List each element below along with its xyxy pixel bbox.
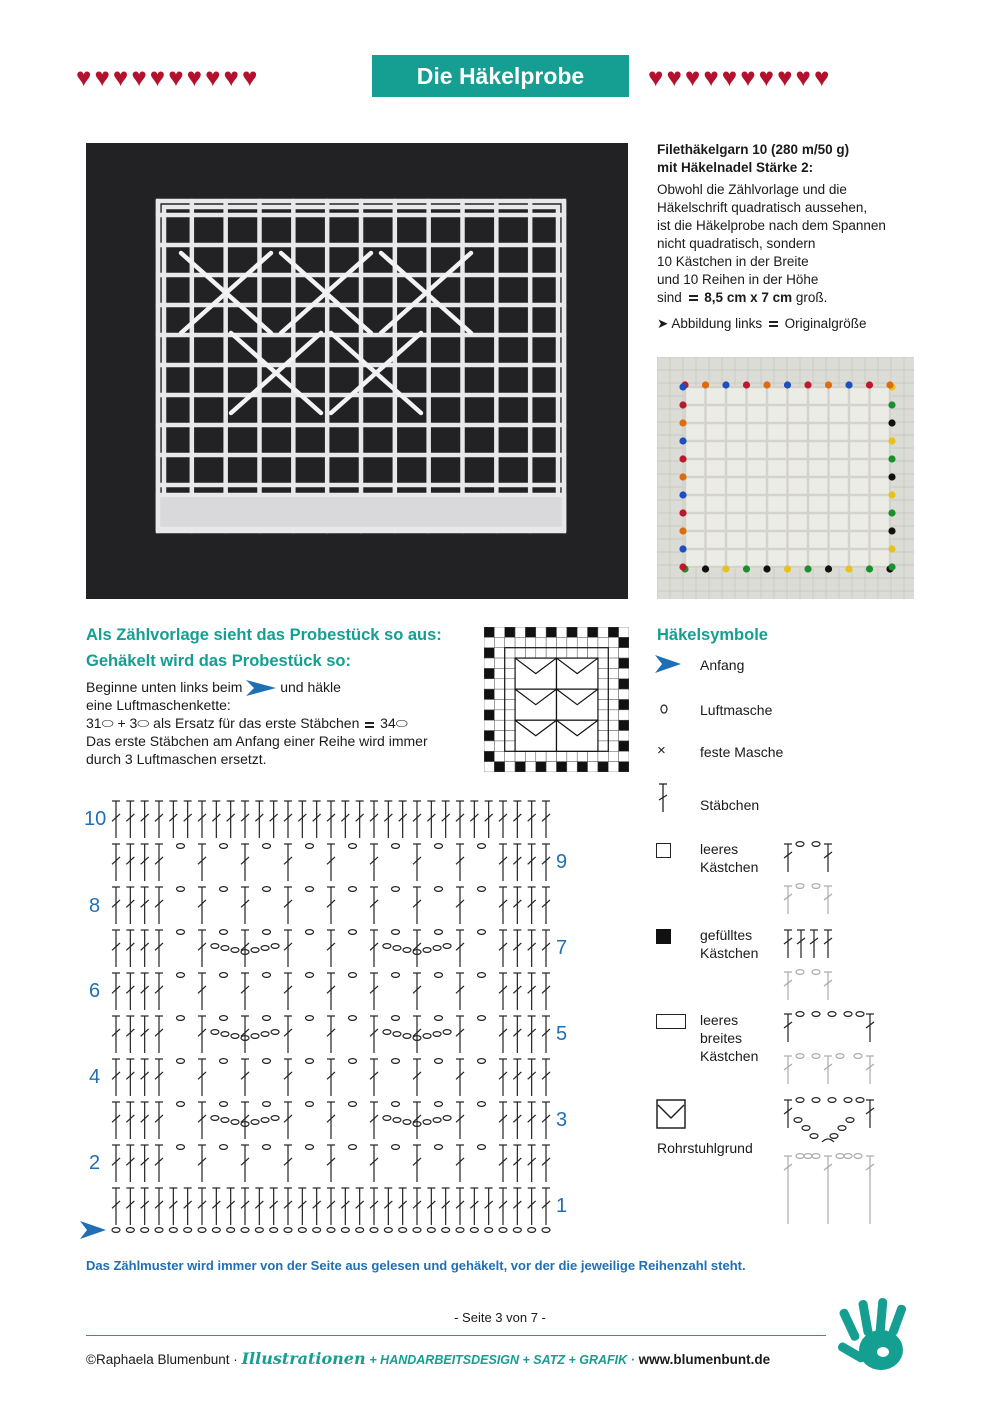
instr-line2: eine Luftmaschenkette: — [86, 697, 231, 714]
symbols-heading: Häkelsymbole — [657, 626, 768, 644]
heading-crochet-how: Gehäkelt wird das Probestück so: — [86, 652, 351, 670]
hearts-right: ♥♥♥♥♥♥♥♥♥♥ — [648, 62, 833, 92]
photo-caption — [657, 315, 957, 333]
size-value: 8,5 cm x 7 cm — [704, 290, 793, 305]
instr-line1b: und häkle — [280, 679, 341, 695]
blocked-sample-photo — [657, 357, 914, 599]
size-prefix: sind — [657, 290, 682, 305]
symbol-luftmasche-label: Luftmasche — [700, 702, 773, 718]
page-title: Die Häkelprobe — [372, 55, 629, 97]
sample-photo — [86, 143, 628, 599]
yarn-para-1: Häkelschrift quadratisch aussehen, — [657, 200, 868, 215]
instr-line3c: als Ersatz für das erste Stäbchen — [153, 715, 360, 732]
empty-box-icon — [656, 843, 671, 858]
hearts-left: ♥♥♥♥♥♥♥♥♥♥ — [76, 62, 261, 92]
start-arrow-icon — [80, 1221, 106, 1239]
wide-box-icon — [656, 1014, 686, 1029]
symbol-rohrstuhl-label: Rohrstuhlgrund — [657, 1140, 753, 1156]
yarn-para-3: nicht quadratisch, sondern — [657, 236, 816, 251]
heading-counting-template: Als Zählvorlage sieht das Probestück so aus: — [86, 626, 442, 644]
symbol-breites-label: leeres breites Kästchen — [700, 1012, 759, 1064]
size-suffix: groß. — [795, 290, 828, 305]
instr-line3a: 31 — [86, 715, 102, 732]
instr-line4: Das erste Stäbchen am Anfang einer Reihe wird immer — [86, 733, 428, 750]
instr-line3b: + 3 — [117, 715, 138, 732]
instruction-text — [86, 678, 486, 768]
row-number-4: 4 — [89, 1066, 101, 1088]
symbol-diagrams — [778, 838, 888, 1228]
equals-icon — [769, 321, 778, 327]
yarn-para-0: Obwohl die Zählvorlage und die — [657, 182, 847, 197]
footer-copyright: ©Raphaela Blumenbunt · — [86, 1352, 238, 1367]
yarn-size — [657, 289, 957, 307]
yarn-para-5: und 10 Reihen in der Höhe — [657, 272, 819, 287]
chain-icon: ⬭ — [137, 715, 150, 732]
footer-tagline: + HANDARBEITSDESIGN + SATZ + GRAFIK · — [369, 1353, 635, 1367]
chain-stitch-icon — [658, 704, 670, 714]
hand-logo-icon — [833, 1298, 923, 1386]
row-number-9: 9 — [556, 851, 568, 873]
chain-icon: ⬭ — [101, 715, 114, 732]
row-number-2: 2 — [89, 1152, 101, 1174]
crochet-chart — [76, 795, 586, 1240]
instr-line3d: 34 — [380, 715, 396, 732]
symbol-leeres-label: leeres Kästchen — [700, 841, 759, 875]
yarn-line2: mit Häkelnadel Stärke 2: — [657, 160, 814, 175]
double-crochet-icon — [656, 783, 670, 813]
footer-divider — [86, 1335, 826, 1336]
lacet-box-icon — [656, 1099, 686, 1129]
reading-note: Das Zählmuster wird immer von der Seite aus gelesen und gehäkelt, vor der die jeweilige Reihenzahl steht. — [86, 1258, 746, 1273]
row-number-5: 5 — [556, 1023, 568, 1045]
equals-icon — [365, 722, 374, 728]
symbol-feste-masche-label: feste Masche — [700, 744, 784, 760]
equals-icon — [689, 295, 698, 301]
page-number: - Seite 3 von 7 - — [454, 1310, 546, 1325]
symbol-gefuelltes-label: gefülltes Kästchen — [700, 927, 759, 961]
caption-value: Originalgröße — [784, 316, 867, 331]
counting-grid — [484, 627, 629, 777]
start-arrow-icon — [655, 655, 681, 673]
symbol-staebchen-label: Stäbchen — [700, 797, 760, 813]
instr-line1a: Beginne unten links beim — [86, 679, 243, 695]
yarn-para-4: 10 Kästchen in der Breite — [657, 254, 809, 269]
row-number-6: 6 — [89, 980, 101, 1002]
row-number-3: 3 — [556, 1109, 568, 1131]
symbol-anfang-label: Anfang — [700, 657, 745, 673]
footer-website: www.blumenbunt.de — [638, 1352, 771, 1367]
arrow-left-icon: ➤ — [657, 316, 669, 331]
row-number-8: 8 — [89, 895, 101, 917]
instr-line5: durch 3 Luftmaschen ersetzt. — [86, 751, 267, 768]
single-crochet-icon: × — [657, 742, 666, 759]
footer-brand: Illustrationen — [241, 1349, 366, 1368]
row-number-1: 1 — [556, 1195, 568, 1217]
yarn-info — [657, 141, 957, 333]
row-number-7: 7 — [556, 937, 568, 959]
yarn-line1: Filethäkelgarn 10 (280 m/50 g) — [657, 142, 850, 157]
chain-icon: ⬭ — [395, 715, 408, 732]
yarn-para-2: ist die Häkelprobe nach dem Spannen — [657, 218, 886, 233]
footer — [86, 1349, 770, 1368]
start-arrow-icon — [246, 680, 276, 696]
filled-box-icon — [656, 929, 671, 944]
caption-prefix: Abbildung links — [671, 316, 763, 331]
row-number-10: 10 — [84, 808, 107, 830]
